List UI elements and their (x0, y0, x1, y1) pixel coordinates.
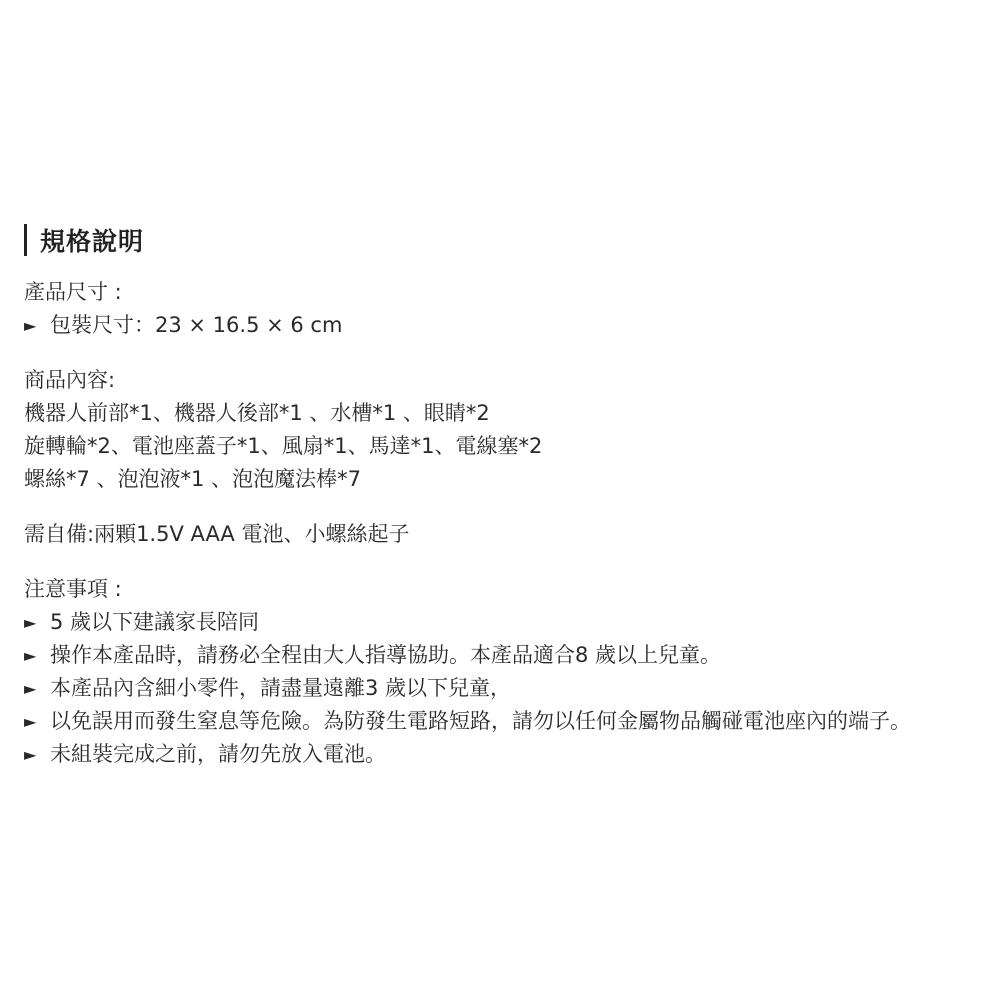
notes-item-text: 5 歲以下建議家長陪同 (50, 610, 260, 634)
size-section (24, 276, 984, 342)
triangle-bullet-icon: ► (24, 646, 37, 665)
triangle-bullet-icon: ► (24, 316, 37, 335)
notes-item (24, 738, 984, 771)
notes-item (24, 606, 984, 639)
contents-line: 機器人前部*1、機器人後部*1 、水槽*1 、眼睛*2 (24, 401, 490, 425)
notes-section (24, 573, 984, 771)
triangle-bullet-icon: ► (24, 745, 37, 764)
notes-item (24, 639, 984, 672)
notes-item-text: 本產品內含細小零件，請盡量遠離3 歲以下兒童， (50, 676, 512, 700)
spec-heading (24, 222, 984, 258)
requires-text: 需自備:兩顆1.5V AAA 電池、小螺絲起子 (24, 522, 410, 546)
notes-item (24, 672, 984, 705)
size-item (24, 309, 984, 342)
size-label: 產品尺寸 : (24, 280, 122, 304)
size-item-text: 包裝尺寸：23 × 16.5 × 6 cm (50, 313, 343, 337)
heading-title: 規格說明 (40, 227, 145, 256)
contents-section (24, 364, 984, 496)
spec-section (24, 222, 984, 793)
requires-section (24, 518, 984, 551)
heading-accent-bar (24, 224, 27, 256)
notes-label: 注意事項 : (24, 577, 122, 601)
notes-item-text: 未組裝完成之前，請勿先放入電池。 (50, 742, 386, 766)
notes-item-text: 操作本產品時，請務必全程由大人指導協助。本產品適合8 歲以上兒童。 (50, 643, 722, 667)
triangle-bullet-icon: ► (24, 679, 37, 698)
triangle-bullet-icon: ► (24, 712, 37, 731)
contents-label: 商品內容: (24, 368, 116, 392)
contents-line: 螺絲*7 、泡泡液*1 、泡泡魔法棒*7 (24, 467, 361, 491)
notes-item-text: 以免誤用而發生窒息等危險。為防發生電路短路，請勿以任何金屬物品觸碰電池座內的端子。 (50, 709, 911, 733)
triangle-bullet-icon: ► (24, 613, 37, 632)
notes-item (24, 705, 984, 738)
contents-line: 旋轉輪*2、電池座蓋子*1、風扇*1、馬達*1、電線塞*2 (24, 434, 543, 458)
